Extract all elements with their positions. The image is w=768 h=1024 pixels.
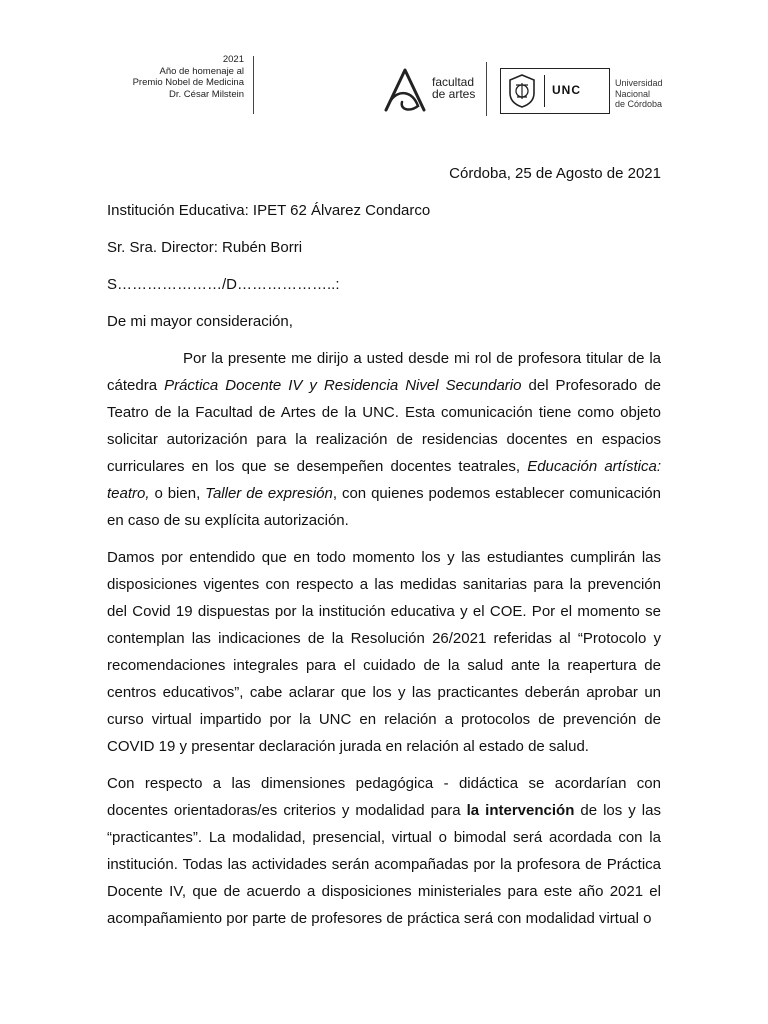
space-name: Educación artística: teatro,	[107, 458, 661, 502]
unc-name	[615, 78, 663, 110]
homage-line: Dr. César Milstein	[169, 88, 244, 100]
unc-seal-icon	[506, 73, 538, 109]
paragraph-2: Damos por entendido que en todo momento los y las estudiantes cumplirán las disposiciones vigentes con respecto a las medidas sanitarias para la prevención del Covid 19 dispuestas por la institución educativa y el COE. Por el momento se contemplan las indicaciones de la Resolución 26/2021 referidas al “Protocolo y recomendaciones integrales para el cuidado de la salud ante la reapertura de centros educativos”, cabe aclarar que los y las practicantes deberán aprobar un curso virtual impartido por la UNC en relación a protocolos de prevención de COVID 19 y presentar declaración jurada en relación al estado de salud.	[107, 549, 661, 755]
unc-logo-divider	[544, 75, 545, 107]
unc-name-line: Nacional	[615, 88, 651, 99]
space-name: Taller de expresión	[205, 485, 333, 502]
homage-line: Premio Nobel de Medicina	[132, 77, 244, 88]
course-name: Práctica Docente IV y Residencia Nivel Secundario	[164, 377, 522, 394]
milstein-homage-text	[120, 54, 244, 100]
header-divider	[486, 62, 487, 116]
facultad-de-artes-wordmark	[432, 76, 475, 100]
paragraph-3	[107, 770, 661, 932]
unc-logo	[500, 68, 610, 114]
faculty-line: facultad	[432, 75, 475, 89]
p1-text: del Profesorado de Teatro de la Facultad de Artes de la UNC. Esta comunicación tiene como objeto solicitar autorización para la realización de residencias docentes en espacios curriculares en los que se desempeñen docentes teatrales,	[107, 377, 662, 475]
sd-line: S…………………/D………………..:	[107, 276, 340, 293]
p3-text: de los y las “practicantes”. La modalidad, presencial, virtual o bimodal será acordada con la institución. Todas las actividades serán acompañadas por la profesora de Práctica Docente IV, que de acuerdo a disposiciones ministeriales para este año 2021 el acompañamiento por parte de profesores de práctica será con modalidad virtual o	[107, 802, 661, 927]
director-line: Sr. Sra. Director: Rubén Borri	[107, 239, 303, 256]
p3-text: Con respecto a las dimensiones pedagógica - didáctica se acordarían con docentes orientadoras/es criterios y modalidad para	[107, 775, 661, 819]
greeting: De mi mayor consideración,	[107, 313, 293, 330]
institution-line: Institución Educativa: IPET 62 Álvarez Condarco	[107, 202, 431, 219]
emphasis-text: la intervención	[466, 802, 575, 819]
homage-line: Año de homenaje al	[159, 65, 244, 77]
paragraph-1	[107, 345, 661, 534]
p1-text: , con quienes podemos establecer comunicación en caso de su explícita autorización.	[107, 485, 661, 529]
header-divider	[253, 56, 254, 114]
facultad-de-artes-logo-icon	[382, 66, 428, 114]
letterhead	[120, 48, 663, 128]
unc-name-line: de Córdoba	[615, 99, 663, 109]
faculty-line: de artes	[432, 87, 476, 101]
letter-date: Córdoba, 25 de Agosto de 2021	[449, 165, 661, 182]
unc-label: UNC	[552, 83, 581, 97]
letter-body	[107, 160, 661, 942]
unc-name-line: Universidad	[615, 78, 663, 88]
p1-text: o bien,	[149, 485, 206, 502]
homage-year: 2021	[222, 54, 244, 65]
p1-text: Por la presente me dirijo a usted desde mi rol de profesora titular de la cátedra	[107, 350, 661, 394]
